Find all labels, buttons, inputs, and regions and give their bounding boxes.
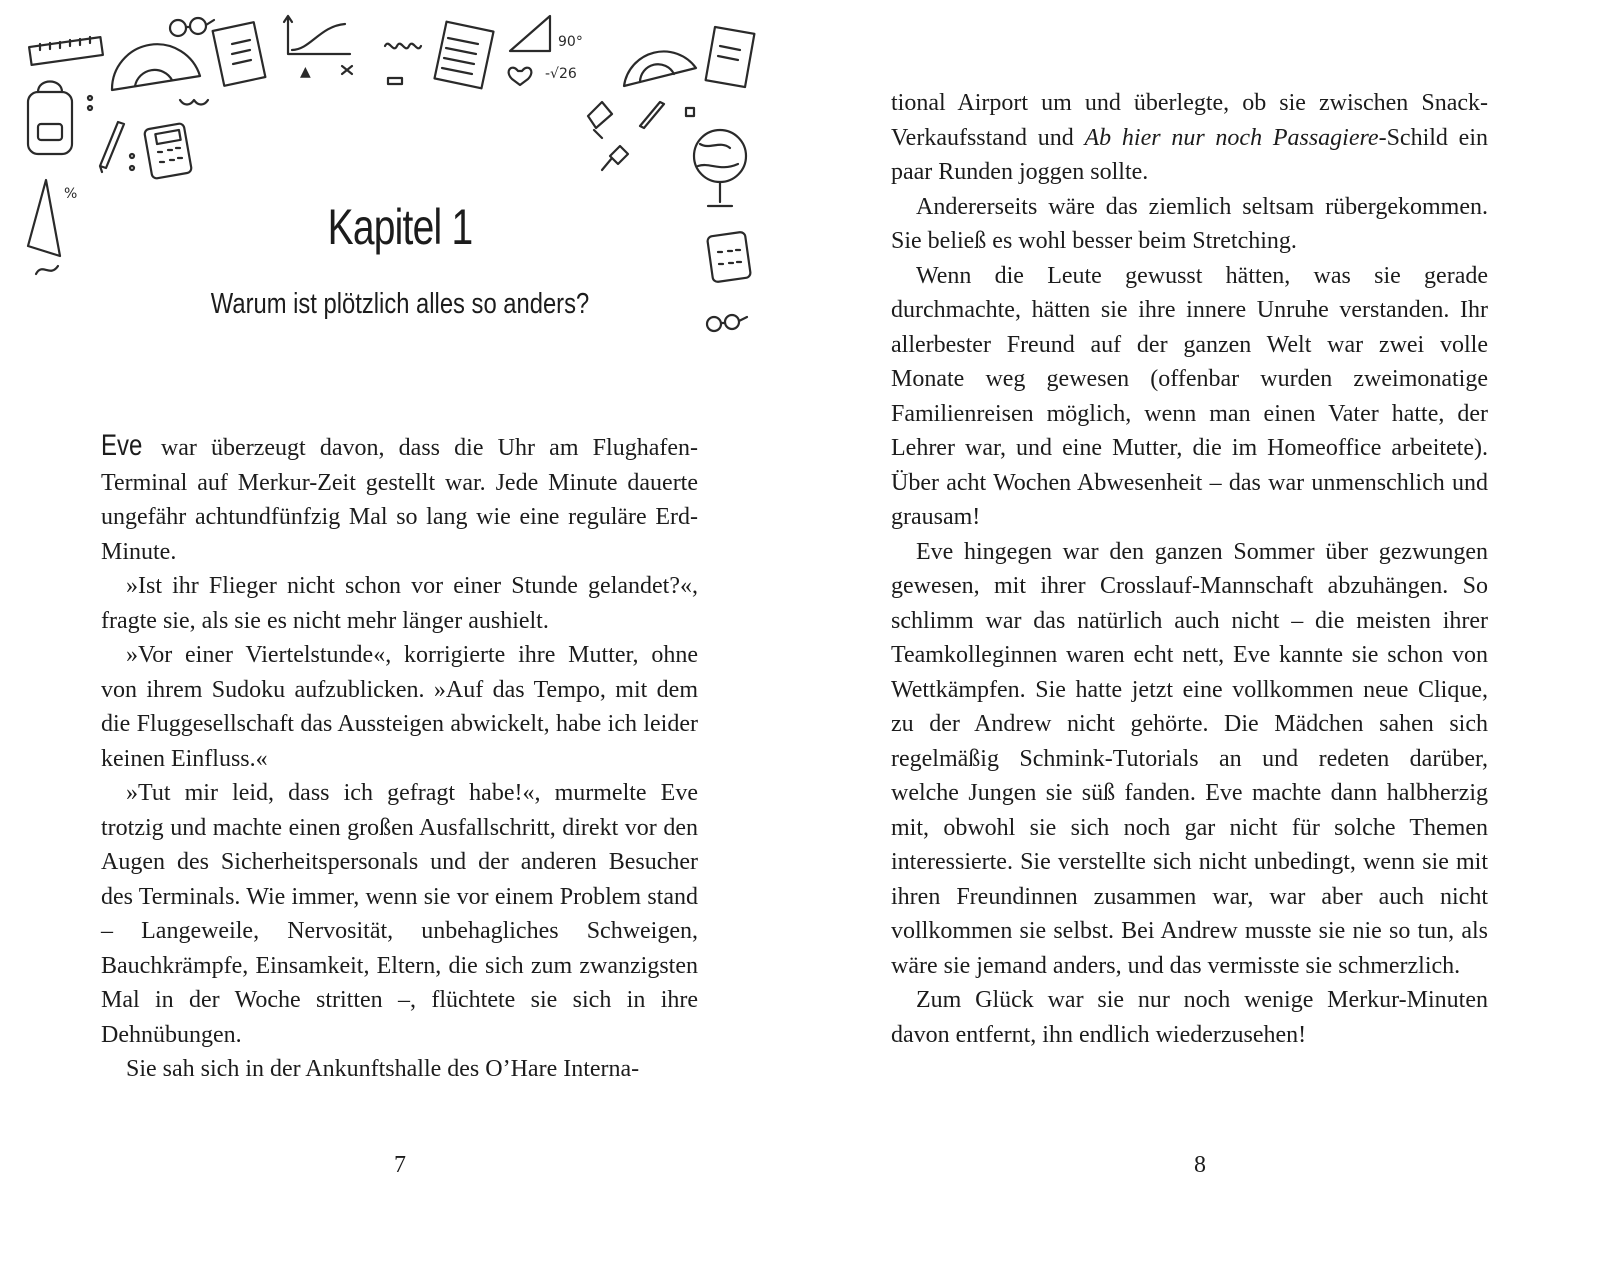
paragraph: Eve hingegen war den ganzen Sommer über gezwungen gewesen, mit ihrer Crosslauf-Mannschaft abzuhängen. So schlimm war das natürlich auch nicht – die meisten ihrer Teamkolleginnen waren echt nett, Eve kannte sie schon von Wettkämpfen. Sie hatte jetzt eine vollkommen neue Clique, zu der Andrew nicht gehörte. Die Mädchen sahen sich regelmäßig Schmink-Tutorials an und redeten darüber, welche Jungen sie süß fanden. Eve machte dann halbherzig mit, obwohl sie sich noch gar nicht für solche Themen interessierte. Sie verstellte sich nicht unbedingt, wenn sie mit ihren Freundinnen zusammen war, war aber auch nicht vollkommen sie selbst. Bei Andrew musste sie nie so tun, als wäre sie jemand anders, und das vermisste sie schmerzlich. — [891, 538, 1488, 979]
chapter-title: Kapitel 1 — [327, 199, 473, 255]
globe-icon — [694, 130, 746, 206]
paragraph: Sie sah sich in der Ankunftshalle des O’Hare Interna- — [126, 1056, 640, 1082]
paragraph: »Tut mir leid, dass ich gefragt habe!«, murmelte Eve trotzig und machte einen großen Ausfallschritt, direkt vor den Augen des Sicherheitspersonals und der anderen Besucher des Terminals. Wie immer, wenn sie vor einem Problem stand – Langeweile, Nervosität, unbehagliches Schweigen, Bauchkrämpfe, Einsamkeit, Eltern, die sich zum zwanzigsten Mal in der Woche stritten –, flüchtete sie sich in ihre Dehnübungen. — [101, 780, 698, 1048]
svg-text:%: % — [64, 186, 78, 202]
ruler-icon — [29, 37, 103, 65]
glasses-icon — [170, 18, 214, 36]
page-number: 8 — [1194, 1152, 1206, 1178]
chapter-subtitle: Warum ist plötzlich alles so anders? — [210, 288, 590, 320]
notepad-icon — [434, 22, 493, 89]
paragraph: Eve war überzeugt davon, dass die Uhr am Flughafen-Terminal auf Merkur-Zeit gestellt war. Jede Minute dauerte ungefähr achtundfünfzig Mal so lang wie eine reguläre Erd-Minute. — [101, 429, 698, 565]
backpack-icon — [28, 82, 72, 155]
paragraph: Andererseits wäre das ziemlich seltsam rübergekommen. Sie beließ es wohl besser beim Stretching. — [891, 193, 1488, 254]
right-page — [800, 0, 1600, 1274]
set-square-icon — [510, 16, 550, 51]
lead-word: Eve — [101, 429, 143, 462]
page-number: 7 — [394, 1152, 406, 1178]
paragraph: »Vor einer Viertelstunde«, korrigierte ihre Mutter, ohne von ihrem Sudoku aufzublicken. »Auf das Tempo, mit dem die Fluggesellschaft das Aussteigen abwickelt, habe ich leider keinen Einfluss.« — [101, 642, 698, 772]
pencil-icon — [100, 122, 124, 172]
svg-text:90°: 90° — [558, 34, 583, 50]
glue-icon — [588, 102, 612, 138]
heart-icon — [509, 68, 532, 85]
book-icon — [213, 22, 266, 86]
pushpin-icon — [602, 146, 628, 170]
paragraph: Wenn die Leute gewusst hätten, was sie gerade durchmachte, hätten sie ihre innere Unruhe verstanden. Ihr allerbester Freund auf der ganzen Welt war zwei volle Monate weg gewesen (offenbar wurden zweimonatige Familienreisen möglich, wenn man einen Vater hatte, der Lehrer war, und eine Mutter, die im Homeoffice arbeitete). Über acht Wochen Abwesenheit – das war unmenschlich und grausam! — [891, 262, 1488, 530]
protractor-icon — [112, 44, 200, 90]
right-body-text — [891, 86, 1488, 1052]
svg-text:-√26: -√26 — [545, 66, 577, 82]
left-body-text — [101, 429, 698, 1087]
paragraph: tional Airport um und überlegte, ob sie zwischen Snack-Verkaufsstand und Ab hier nur noch Passagiere-Schild ein paar Runden joggen sollte. — [891, 90, 1488, 185]
calculator-icon — [144, 123, 192, 179]
paragraph: Zum Glück war sie nur noch wenige Merkur-Minuten davon entfernt, ihn endlich wiederzusehen! — [891, 987, 1488, 1048]
svg-text:▲: ▲ — [300, 64, 311, 80]
paragraph: »Ist ihr Flieger nicht schon vor einer Stunde gelandet?«, fragte sie, als sie es nicht mehr länger aushielt. — [101, 573, 698, 634]
graph-icon — [284, 16, 350, 54]
